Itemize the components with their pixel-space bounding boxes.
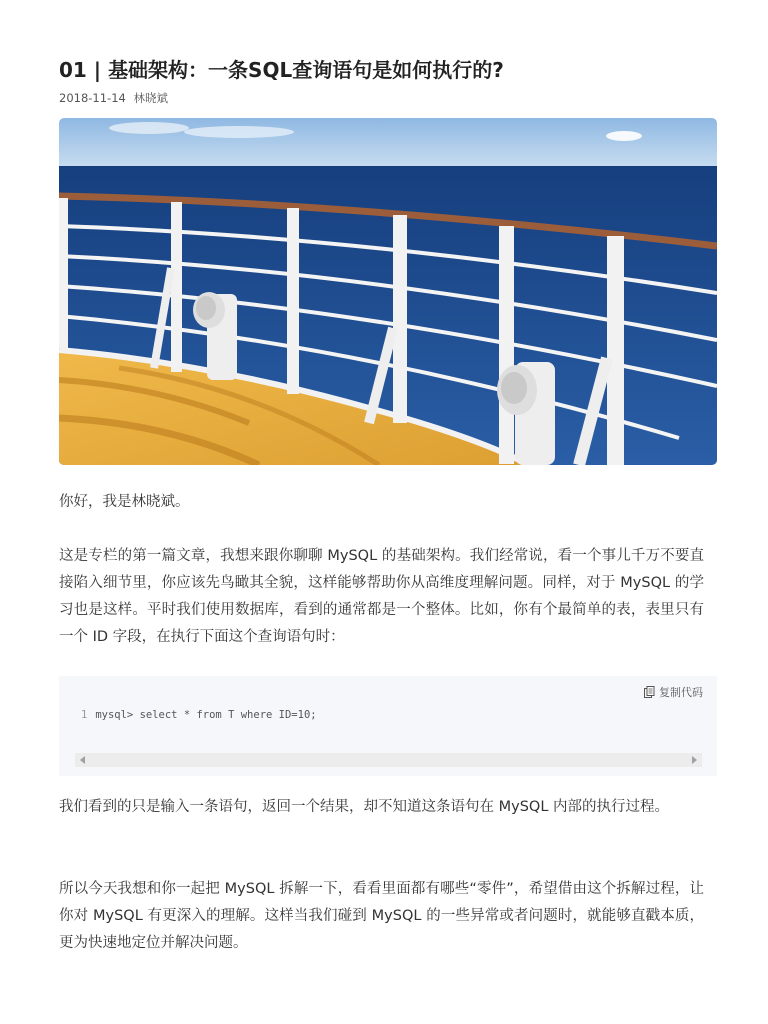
author-name: 林晓斌 [133,91,168,105]
paragraph-observation: 我们看到的只是输入一条语句，返回一个结果，却不知道这条语句在 MySQL 内部的执行过程。 [59,799,670,815]
code-line [81,709,317,721]
paragraph-goal: 所以今天我想和你一起把 MySQL 拆解一下，看看里面都有哪些“零件”，希望借由这个拆解过程，让你对 MySQL 有更深入的理解。这样当我们碰到 MySQL 的一些异常或者问题时，就能够直戳本质，更为快速地定位并解决问题。 [59,881,704,951]
paragraph-greeting: 你好，我是林晓斌。 [59,494,190,510]
code-text: mysql> select * from T where ID=10; [95,709,317,721]
copy-icon [644,686,655,698]
publish-date: 2018-11-14 [59,91,126,105]
line-number: 1 [81,709,88,721]
paragraph-intro: 这是专栏的第一篇文章，我想来跟你聊聊 MySQL 的基础架构。我们经常说，看一个事儿千万不要直接陷入细节里，你应该先鸟瞰其全貌，这样能够帮助你从高维度理解问题。同样，对于 MySQL 的学习也是这样。平时我们使用数据库，看到的通常都是一个整体。比如，你有个最简单的表，表里只有一个 ID 字段，在执行下面这个查询语句时： [59,548,704,645]
article-meta [59,90,168,106]
code-block [59,676,717,776]
copy-code-button[interactable] [644,684,703,700]
scroll-left-arrow-icon[interactable] [80,756,85,764]
article-title: 01 | 基础架构：一条SQL查询语句是如何执行的? [59,58,504,82]
copy-code-label: 复制代码 [659,686,703,699]
hero-image [59,118,717,465]
code-horizontal-scrollbar[interactable] [75,753,702,767]
scroll-right-arrow-icon[interactable] [692,756,697,764]
